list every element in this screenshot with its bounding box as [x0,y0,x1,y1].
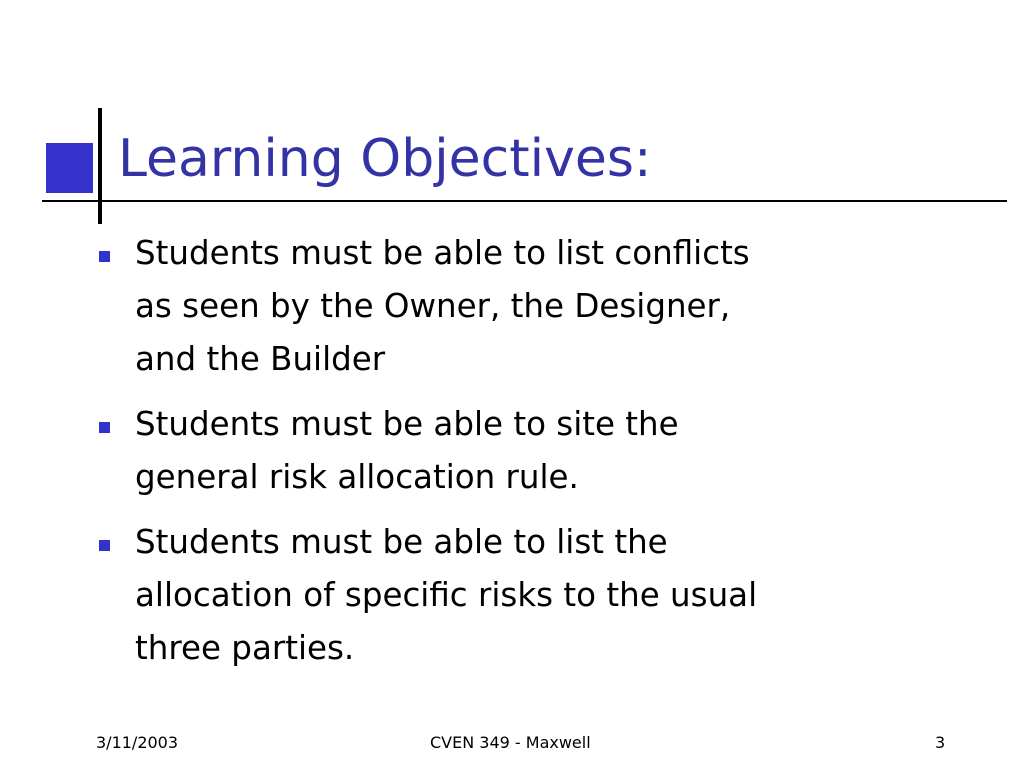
bullet-item [98,398,918,504]
title-divider-horizontal [42,200,1007,202]
bullet-text: Students must be able to site the general risk allocation rule. [135,405,679,496]
bullet-list [98,227,918,687]
slide-title: Learning Objectives: [118,129,652,189]
title-divider-vertical [98,108,102,224]
square-bullet-icon [99,422,110,433]
bullet-text: Students must be able to list the allocation of specific risks to the usual three parties. [135,523,758,667]
title-accent-square [46,143,93,193]
square-bullet-icon [99,251,110,262]
bullet-item [98,516,918,675]
footer-page-number: 3 [935,733,946,752]
bullet-text: Students must be able to list conflicts as seen by the Owner, the Designer, and the Builder [135,234,750,378]
square-bullet-icon [99,540,110,551]
bullet-item [98,227,918,386]
footer-course-label: CVEN 349 - Maxwell [430,733,591,752]
footer-date: 3/11/2003 [96,733,179,752]
